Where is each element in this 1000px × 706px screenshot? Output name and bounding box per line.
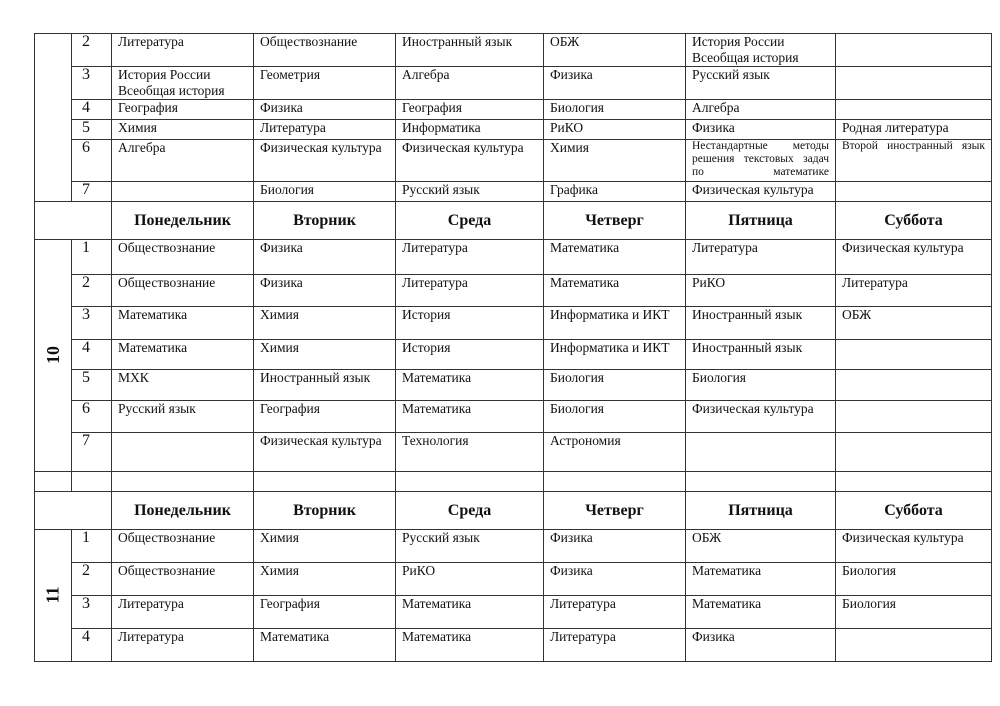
subject-cell: Графика xyxy=(544,182,686,202)
header-spacer xyxy=(35,492,112,530)
subject-cell: Русский язык xyxy=(112,401,254,433)
subject-cell: Физика xyxy=(254,275,396,307)
subject-cell: География xyxy=(254,401,396,433)
subject-cell: ОБЖ xyxy=(544,34,686,67)
subject-cell: Биология xyxy=(686,370,836,401)
empty-cell xyxy=(396,472,544,492)
lesson-row xyxy=(35,100,992,120)
subject-cell: Физика xyxy=(686,120,836,140)
subject-cell xyxy=(836,433,992,472)
subject-cell: Математика xyxy=(396,596,544,629)
grade-label xyxy=(35,34,72,202)
lesson-number: 2 xyxy=(72,563,112,596)
lesson-row xyxy=(35,34,992,67)
subject-cell: Обществознание xyxy=(112,563,254,596)
lesson-number: 6 xyxy=(72,401,112,433)
subject-cell: Второй иностранный язык xyxy=(836,140,992,182)
lesson-row xyxy=(35,240,992,275)
subject-cell: Математика xyxy=(254,629,396,662)
subject-cell: Обществознание xyxy=(254,34,396,67)
lesson-row xyxy=(35,596,992,629)
subject-cell: РиКО xyxy=(686,275,836,307)
subject-cell: Биология xyxy=(544,370,686,401)
lesson-row xyxy=(35,563,992,596)
subject-cell: Математика xyxy=(396,370,544,401)
subject-cell: Обществознание xyxy=(112,530,254,563)
lesson-row xyxy=(35,140,992,182)
subject-cell xyxy=(836,629,992,662)
subject-cell: Литература xyxy=(112,596,254,629)
empty-cell xyxy=(112,472,254,492)
lesson-row xyxy=(35,307,992,340)
subject-cell: Физика xyxy=(544,530,686,563)
weekday-header: Суббота xyxy=(836,492,992,530)
subject-cell: Биология xyxy=(254,182,396,202)
subject-cell: Иностранный язык xyxy=(686,307,836,340)
subject-cell: ОБЖ xyxy=(686,530,836,563)
subject-cell: Физическая культура xyxy=(686,401,836,433)
timetable xyxy=(34,33,992,662)
lesson-number: 2 xyxy=(72,34,112,67)
subject-cell: География xyxy=(254,596,396,629)
subject-cell xyxy=(686,433,836,472)
lesson-number: 5 xyxy=(72,120,112,140)
lesson-number: 1 xyxy=(72,240,112,275)
weekday-header-row xyxy=(35,492,992,530)
subject-cell: Литература xyxy=(112,629,254,662)
subject-cell: Физика xyxy=(686,629,836,662)
subject-cell: Математика xyxy=(396,401,544,433)
subject-cell xyxy=(836,67,992,100)
weekday-header: Четверг xyxy=(544,492,686,530)
subject-cell: Русский язык xyxy=(686,67,836,100)
subject-cell xyxy=(836,100,992,120)
lesson-row xyxy=(35,67,992,100)
subject-cell: Технология xyxy=(396,433,544,472)
subject-cell: Физическая культура xyxy=(836,240,992,275)
subject-cell: Литература xyxy=(254,120,396,140)
subject-cell: История России Всеобщая история xyxy=(686,34,836,67)
subject-cell: Математика xyxy=(544,275,686,307)
lesson-number: 7 xyxy=(72,182,112,202)
subject-cell: Биология xyxy=(836,563,992,596)
subject-cell: Русский язык xyxy=(396,182,544,202)
lesson-number: 7 xyxy=(72,433,112,472)
header-spacer xyxy=(35,202,112,240)
subject-cell: Алгебра xyxy=(112,140,254,182)
subject-cell: Алгебра xyxy=(686,100,836,120)
subject-cell: Физическая культура xyxy=(686,182,836,202)
subject-cell: Химия xyxy=(254,307,396,340)
lesson-row xyxy=(35,530,992,563)
subject-cell xyxy=(112,433,254,472)
subject-cell: РиКО xyxy=(396,563,544,596)
lesson-number: 4 xyxy=(72,100,112,120)
subject-cell: Информатика и ИКТ xyxy=(544,340,686,370)
subject-cell: РиКО xyxy=(544,120,686,140)
weekday-header: Пятница xyxy=(686,202,836,240)
subject-cell: Иностранный язык xyxy=(686,340,836,370)
subject-cell: Информатика xyxy=(396,120,544,140)
subject-cell: Математика xyxy=(396,629,544,662)
subject-cell: Родная литература xyxy=(836,120,992,140)
subject-cell: История России Всеобщая история xyxy=(112,67,254,100)
weekday-header: Среда xyxy=(396,492,544,530)
subject-cell: Информатика и ИКТ xyxy=(544,307,686,340)
subject-cell: Иностранный язык xyxy=(396,34,544,67)
empty-cell xyxy=(254,472,396,492)
subject-cell: История xyxy=(396,307,544,340)
lesson-number: 3 xyxy=(72,307,112,340)
weekday-header: Среда xyxy=(396,202,544,240)
lesson-row xyxy=(35,433,992,472)
subject-cell: Физика xyxy=(544,67,686,100)
subject-cell xyxy=(836,182,992,202)
subject-cell: Литература xyxy=(544,629,686,662)
weekday-header: Пятница xyxy=(686,492,836,530)
empty-cell xyxy=(836,472,992,492)
weekday-header: Четверг xyxy=(544,202,686,240)
weekday-header: Суббота xyxy=(836,202,992,240)
subject-cell: Химия xyxy=(254,340,396,370)
subject-cell: Физическая культура xyxy=(254,140,396,182)
subject-cell: Химия xyxy=(254,563,396,596)
schedule-sheet xyxy=(34,33,992,662)
subject-cell: Нестандартные методы решения текстовых задач по математике xyxy=(686,140,836,182)
subject-cell: Литература xyxy=(544,596,686,629)
subject-cell: Физическая культура xyxy=(836,530,992,563)
subject-cell: География xyxy=(112,100,254,120)
subject-cell: Литература xyxy=(396,240,544,275)
subject-cell: Физическая культура xyxy=(396,140,544,182)
subject-cell: ОБЖ xyxy=(836,307,992,340)
subject-cell: МХК xyxy=(112,370,254,401)
lesson-number: 2 xyxy=(72,275,112,307)
subject-cell: Литература xyxy=(686,240,836,275)
grade-number: 10 xyxy=(43,345,63,364)
lesson-row xyxy=(35,629,992,662)
lesson-row xyxy=(35,182,992,202)
subject-cell xyxy=(836,370,992,401)
subject-cell: Обществознание xyxy=(112,240,254,275)
subject-cell xyxy=(112,182,254,202)
subject-cell: Химия xyxy=(112,120,254,140)
subject-cell: Физическая культура xyxy=(254,433,396,472)
subject-cell: Литература xyxy=(836,275,992,307)
lesson-number: 3 xyxy=(72,596,112,629)
subject-cell: Астрономия xyxy=(544,433,686,472)
lesson-number: 3 xyxy=(72,67,112,100)
lesson-row xyxy=(35,401,992,433)
subject-cell xyxy=(836,34,992,67)
weekday-header: Вторник xyxy=(254,202,396,240)
lesson-number: 6 xyxy=(72,140,112,182)
subject-cell xyxy=(836,401,992,433)
subject-cell: Геометрия xyxy=(254,67,396,100)
empty-cell xyxy=(35,472,72,492)
subject-cell: История xyxy=(396,340,544,370)
lesson-row xyxy=(35,275,992,307)
subject-cell: Математика xyxy=(686,563,836,596)
lesson-row xyxy=(35,370,992,401)
empty-cell xyxy=(686,472,836,492)
lesson-number: 4 xyxy=(72,340,112,370)
weekday-header: Понедельник xyxy=(112,492,254,530)
lesson-number: 5 xyxy=(72,370,112,401)
lesson-row xyxy=(35,340,992,370)
subject-cell: Математика xyxy=(544,240,686,275)
subject-cell: Биология xyxy=(544,401,686,433)
weekday-header: Понедельник xyxy=(112,202,254,240)
subject-cell: Русский язык xyxy=(396,530,544,563)
spacer-row xyxy=(35,472,992,492)
weekday-header: Вторник xyxy=(254,492,396,530)
empty-cell xyxy=(544,472,686,492)
subject-cell: Биология xyxy=(544,100,686,120)
lesson-row xyxy=(35,120,992,140)
subject-cell: Иностранный язык xyxy=(254,370,396,401)
subject-cell: Физика xyxy=(254,100,396,120)
weekday-header-row xyxy=(35,202,992,240)
subject-cell: Алгебра xyxy=(396,67,544,100)
subject-cell: Физика xyxy=(544,563,686,596)
subject-cell: Химия xyxy=(544,140,686,182)
grade-label xyxy=(35,530,72,662)
lesson-number: 1 xyxy=(72,530,112,563)
subject-cell: Химия xyxy=(254,530,396,563)
grade-label xyxy=(35,240,72,472)
subject-cell: Математика xyxy=(112,340,254,370)
subject-cell: Обществознание xyxy=(112,275,254,307)
empty-cell xyxy=(72,472,112,492)
subject-cell: Литература xyxy=(396,275,544,307)
subject-cell xyxy=(836,340,992,370)
subject-cell: Биология xyxy=(836,596,992,629)
lesson-number: 4 xyxy=(72,629,112,662)
subject-cell: Физика xyxy=(254,240,396,275)
subject-cell: География xyxy=(396,100,544,120)
grade-number: 11 xyxy=(42,585,63,604)
subject-cell: Литература xyxy=(112,34,254,67)
subject-cell: Математика xyxy=(112,307,254,340)
subject-cell: Математика xyxy=(686,596,836,629)
